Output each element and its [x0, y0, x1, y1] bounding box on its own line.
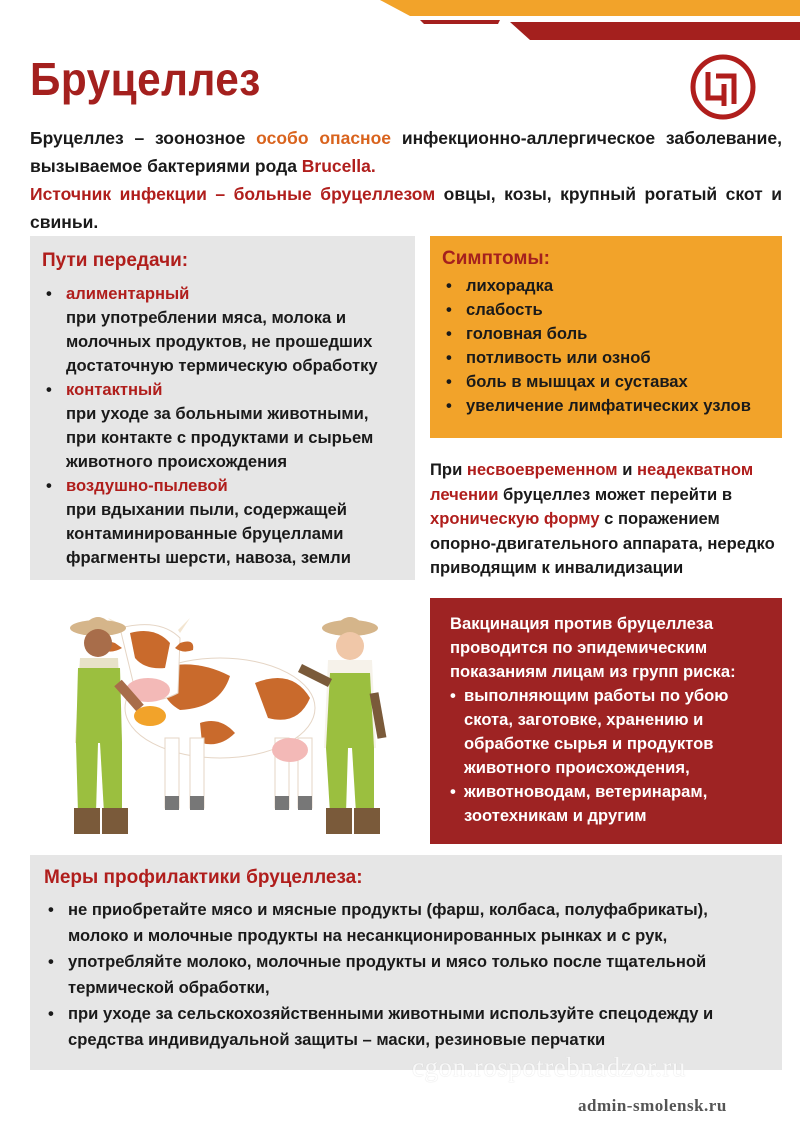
transmission-type: алиментарный — [66, 284, 190, 303]
page-title: Бруцеллез — [30, 53, 261, 105]
symptoms-panel — [430, 236, 782, 438]
watermark-site: cgon.rospotrebnadzor.ru — [412, 1052, 686, 1082]
prevention-heading: Меры профилактики бруцеллеза: — [44, 867, 363, 888]
list-item: • боль в мышцах и суставах — [442, 370, 770, 394]
list-item: • не приобретайте мясо и мясные продукты (фарш, колбаса, полуфабрикаты), молоко и молочные продукты на несанкционированных рынках и с рук, — [44, 897, 770, 949]
vaccination-intro: Вакцинация против бруцеллеза проводится по эпидемическим показаниям лицам из групп риска: — [450, 614, 736, 681]
transmission-list — [42, 282, 403, 570]
transmission-panel — [30, 236, 415, 580]
bullet-icon: • — [446, 300, 452, 319]
list-item — [42, 474, 403, 570]
bullet-icon: • — [446, 324, 452, 343]
transmission-type: контактный — [66, 380, 163, 399]
bullet-icon: • — [46, 284, 52, 303]
list-item — [42, 282, 403, 378]
intro-source: Источник инфекции – больные бруцеллезом овцы, козы, крупный рогатый скот и свиньи. — [30, 184, 782, 232]
list-item: • слабость — [442, 298, 770, 322]
symptoms-heading: Симптомы: — [442, 248, 550, 269]
farmers-and-cow-illustration — [30, 598, 415, 848]
bullet-icon: • — [46, 380, 52, 399]
transmission-description: при употреблении мяса, молока и молочных продуктов, не прошедших достаточную термическую обработку — [66, 308, 378, 375]
list-item: • лихорадка — [442, 274, 770, 298]
prevention-panel — [30, 855, 782, 1070]
bullet-icon: • — [446, 396, 452, 415]
prevention-list — [44, 897, 770, 1053]
bullet-icon: • — [446, 348, 452, 367]
vaccination-list — [450, 684, 768, 828]
top-stripes-decoration — [380, 0, 800, 40]
bullet-icon: • — [48, 952, 54, 971]
symptoms-list — [442, 274, 770, 418]
intro-text — [30, 124, 782, 236]
list-item: • головная боль — [442, 322, 770, 346]
chronic-warning-text: При несвоевременном и неадекватном лечении бруцеллез может перейти в хроническую форму с поражением опорно-двигательного аппарата, нередко приводящим к инвалидизации — [430, 460, 775, 577]
list-item: • употребляйте молоко, молочные продукты и мясо только после тщательной термической обработки, — [44, 949, 770, 1001]
vaccination-panel — [430, 598, 782, 844]
transmission-heading: Пути передачи: — [42, 250, 189, 271]
list-item — [42, 378, 403, 474]
list-item: • при уходе за сельскохозяйственными животными используйте спецодежду и средства индивидуальной защиты – маски, резиновые перчатки — [44, 1001, 770, 1053]
bullet-icon: • — [48, 1004, 54, 1023]
bullet-icon: • — [48, 900, 54, 919]
bullet-icon: • — [450, 782, 456, 801]
list-item: • увеличение лимфатических узлов — [442, 394, 770, 418]
bullet-icon: • — [446, 372, 452, 391]
transmission-description: при вдыхании пыли, содержащей контаминированные бруцеллами фрагменты шерсти, навоза, земли — [66, 500, 351, 567]
list-item: • потливость или озноб — [442, 346, 770, 370]
bullet-icon: • — [446, 276, 452, 295]
watermark-admin: admin-smolensk.ru — [578, 1096, 727, 1115]
bullet-icon: • — [46, 476, 52, 495]
rospotrebnadzor-logo-icon — [690, 54, 756, 120]
intro-definition: Бруцеллез – зоонозное особо опасное инфекционно-аллергическое заболевание, вызываемое бактериями рода Brucella. — [30, 128, 782, 176]
list-item: • выполняющим работы по убою скота, заготовке, хранению и обработке сырья и продуктов животного происхождения, — [450, 686, 729, 777]
transmission-description: при уходе за больными животными, при контакте с продуктами и сырьем животного происхождения — [66, 404, 374, 471]
list-item: • животноводам, ветеринарам, зоотехникам и другим — [450, 782, 708, 825]
transmission-type: воздушно-пылевой — [66, 476, 228, 495]
bullet-icon: • — [450, 686, 456, 705]
